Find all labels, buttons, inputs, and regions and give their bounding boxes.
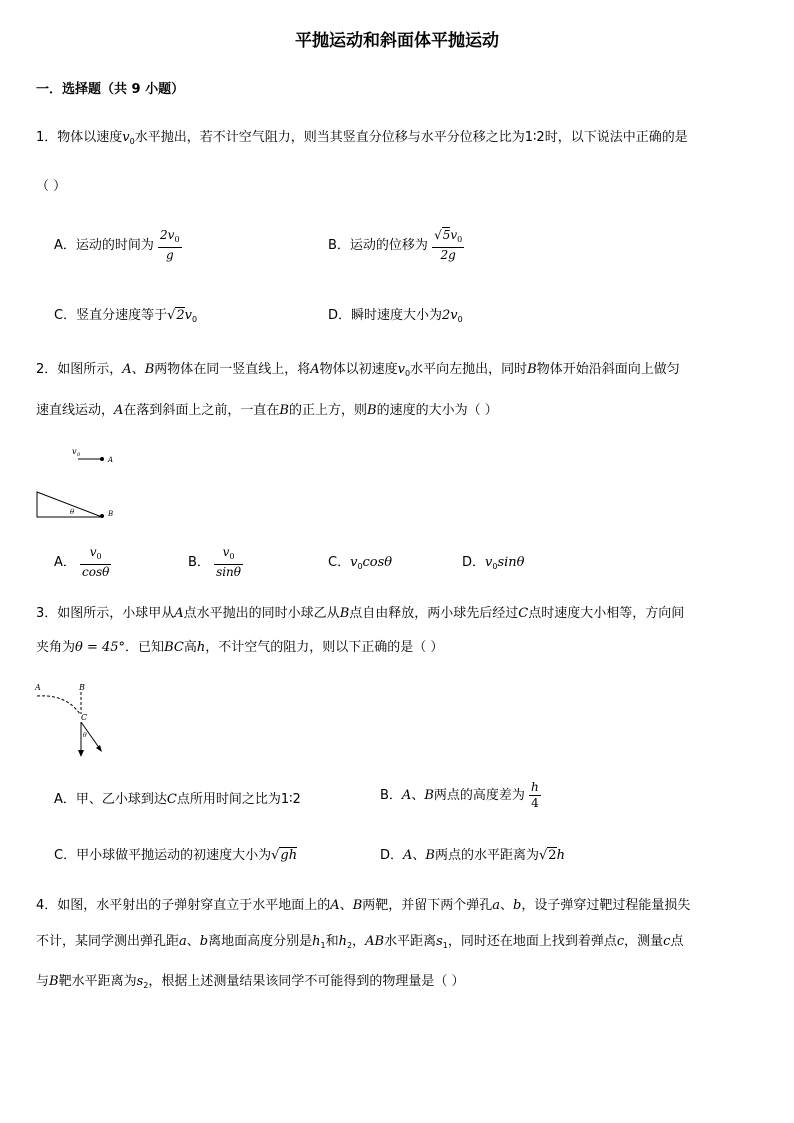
fig-theta-label: θ bbox=[83, 732, 87, 739]
section-heading: 一．选择题（共 9 小题） bbox=[36, 82, 185, 97]
q3-option-c[interactable]: C．甲小球做平抛运动的初速度大小为√gh bbox=[54, 848, 298, 863]
ball-b bbox=[100, 514, 104, 518]
fig-b-label: B bbox=[79, 683, 85, 692]
q2-option-a[interactable]: A． $\frac{v_0}{\cos\theta}$ bbox=[54, 545, 110, 579]
question-4-stem-line1: 4．如图，水平射出的子弹射穿直立于水平地面上的A、B两靶，并留下两个弹孔a、b，设子弹穿过靶过程能量损失 bbox=[36, 898, 691, 913]
fraction: $\frac{v_0}{\cos\theta}$ bbox=[82, 545, 110, 579]
question-4-stem-line2: 不计，某同学测出弹孔距a、b离地面高度分别是$h_1$和$h_2$，AB水平距离$s_1$，同时还在地面上找到着弹点c，测量c点 bbox=[36, 934, 684, 950]
ball-a bbox=[100, 457, 104, 461]
q1-option-d[interactable]: D．瞬时速度大小为$2v_0$ bbox=[328, 308, 463, 324]
q2-option-c[interactable]: C．$v_0\cos\theta$ bbox=[328, 555, 393, 571]
question-4-stem-line3: 与B靶水平距离为$s_2$，根据上述测量结果该同学不可能得到的物理量是（ ） bbox=[36, 974, 465, 990]
incline-diagram bbox=[34, 444, 118, 522]
fig-velocity-label: v bbox=[72, 447, 77, 456]
parabola-path bbox=[37, 696, 80, 714]
question-3-stem-line2: 夹角为θ = 45°．已知BC高h，不计空气的阻力，则以下正确的是（ ） bbox=[36, 640, 444, 655]
q1-option-b[interactable]: B．运动的位移为 $\frac{√5v_0}{2g}$ bbox=[328, 228, 463, 262]
fig-c-label: C bbox=[81, 713, 88, 722]
q2-option-b[interactable]: B． $\frac{v_0}{\sin\theta}$ bbox=[188, 545, 242, 579]
fig-theta-label: θ bbox=[70, 508, 75, 516]
question-3-stem-line1: 3．如图所示，小球甲从A点水平抛出的同时小球乙从B点自由释放，两小球先后经过C点时速度大小相等，方向间 bbox=[36, 606, 685, 621]
oblique-arrowhead bbox=[96, 745, 102, 752]
question-2-stem-line2: 速直线运动，A在落到斜面上之前，一直在B的正上方，则B的速度的大小为（ ） bbox=[36, 403, 498, 418]
fig-a-label: A bbox=[35, 683, 41, 692]
q2-option-d[interactable]: D．$v_0\sin\theta$ bbox=[462, 555, 525, 571]
question-2-stem-line1: 2．如图所示，A、B两物体在同一竖直线上，将A物体以初速度$v_0$水平向左抛出，同时B物体开始沿斜面向上做匀 bbox=[36, 362, 680, 378]
fig-velocity-sub: 0 bbox=[77, 452, 81, 458]
question-1-stem: 1．物体以速度$v_0$水平抛出，若不计空气阻力，则当其竖直分位移与水平分位移之比为1∶2时，以下说法中正确的是 bbox=[36, 130, 688, 146]
q3-option-b[interactable]: B．A、B两点的高度差为 $\frac{h}{4}$ bbox=[380, 780, 539, 810]
fraction: $\frac{√5v_0}{2g}$ bbox=[434, 228, 463, 262]
fig-a-label: A bbox=[108, 456, 114, 464]
fraction: $\frac{h}{4}$ bbox=[531, 780, 539, 810]
fraction: $\frac{v_0}{\sin\theta}$ bbox=[216, 545, 242, 579]
fig-b-label: B bbox=[108, 510, 114, 518]
question-1-paren: （ ） bbox=[36, 179, 67, 194]
q1-option-a[interactable]: A．运动的时间为 $\frac{2v_0}{g}$ bbox=[54, 228, 180, 262]
q3-option-d[interactable]: D．A、B两点的水平距离为√2h bbox=[380, 848, 565, 863]
fraction: $\frac{2v_0}{g}$ bbox=[160, 228, 180, 262]
projectile-diagram bbox=[34, 680, 110, 760]
q1-option-c[interactable]: C．竖直分速度等于$√2v_0$ bbox=[54, 308, 198, 324]
page-title: 平抛运动和斜面体平抛运动 bbox=[295, 31, 499, 51]
q3-option-a[interactable]: A．甲、乙小球到达C点所用时间之比为1∶2 bbox=[54, 792, 301, 807]
vertical-arrowhead bbox=[78, 750, 84, 757]
